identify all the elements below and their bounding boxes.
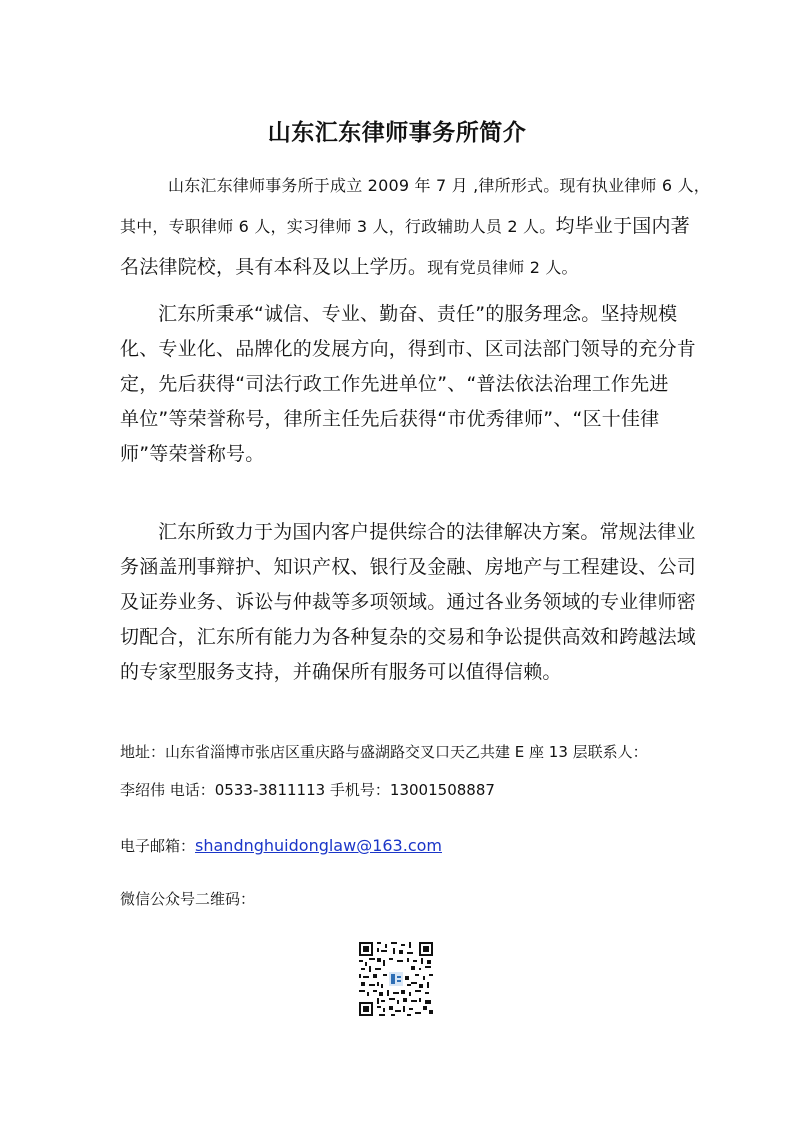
email-row xyxy=(120,827,680,865)
intro-line-3 xyxy=(120,247,676,288)
address-line: 地址：山东省淄博市张店区重庆路与盛湖路交叉口天乙共建 E 座 13 层联系人： xyxy=(120,743,648,761)
phone-line: 李绍伟 电话：0533-3811113 手机号：13001508887 xyxy=(120,781,495,799)
services-line: 及证券业务、诉讼与仲裁等多项领域。通过各业务领域的专业律师密 xyxy=(120,591,697,613)
email-label: 电子邮箱： xyxy=(120,837,196,855)
services-paragraph xyxy=(120,515,697,690)
contact-block xyxy=(120,733,680,809)
services-line: 的专家型服务支持，并确保所有服务可以值得信赖。 xyxy=(120,661,562,683)
intro-paragraph xyxy=(120,166,710,288)
philosophy-line: 单位”等荣誉称号，律所主任先后获得“市优秀律师”、“区十佳律 xyxy=(120,408,660,430)
wechat-label: 微信公众号二维码： xyxy=(120,890,256,908)
services-line: 汇东所致力于为国内客户提供综合的法律解决方案。常规法律业 xyxy=(158,521,696,543)
intro-line-1: 山东汇东律师事务所于成立 2009 年 7 月 ,律所形式。现有执业律师 6 人， xyxy=(168,176,710,195)
intro-line-3-part-a: 名法律院校，具有本科及以上学历。 xyxy=(120,256,428,278)
services-line: 务涵盖刑事辩护、知识产权、银行及金融、房地产与工程建设、公司 xyxy=(120,556,697,578)
intro-line-2-part-a: 其中，专职律师 6 人，实习律师 3 人，行政辅助人员 2 人。 xyxy=(120,217,556,236)
philosophy-line: 汇东所秉承“诚信、专业、勤奋、责任”的服务理念。坚持规模 xyxy=(158,303,678,325)
intro-line-2-part-b: 均毕业于国内著 xyxy=(555,215,690,237)
intro-line-2 xyxy=(120,206,690,247)
wechat-qr-code xyxy=(359,942,433,1016)
services-line: 切配合，汇东所有能力为各种复杂的交易和争讼提供高效和跨越法域 xyxy=(120,626,697,648)
philosophy-line: 化、专业化、品牌化的发展方向，得到市、区司法部门领导的充分肯 xyxy=(120,338,697,360)
philosophy-paragraph xyxy=(120,297,697,472)
philosophy-line: 师”等荣誉称号。 xyxy=(120,443,265,465)
philosophy-line: 定，先后获得“司法行政工作先进单位”、“普法依法治理工作先进 xyxy=(120,373,669,395)
page-title: 山东汇东律师事务所简介 xyxy=(267,120,527,146)
email-link[interactable]: shandnghuidonglaw@163.com xyxy=(195,836,442,855)
intro-line-3-part-b: 现有党员律师 2 人。 xyxy=(427,258,578,277)
